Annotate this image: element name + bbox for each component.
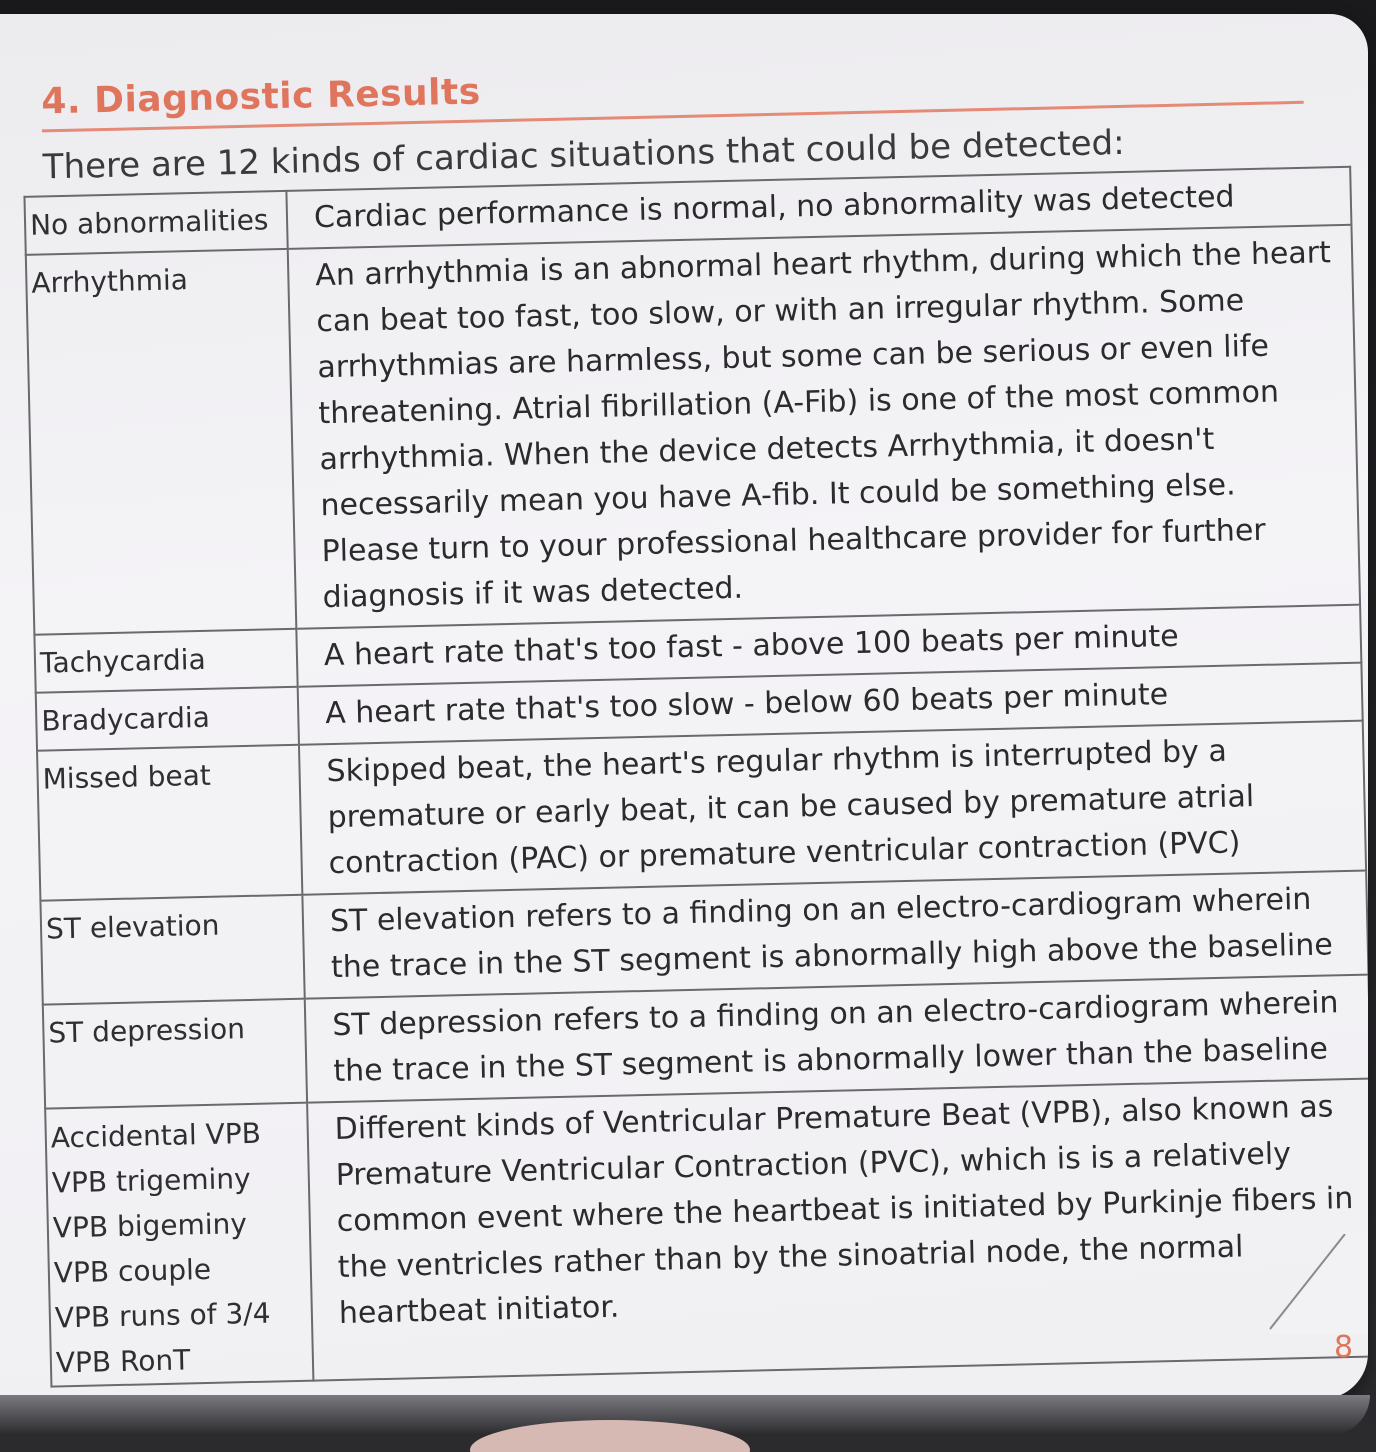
term-cell: ST depression	[43, 999, 307, 1109]
vpb-term: VPB bigeminy	[52, 1207, 248, 1245]
vpb-terms-cell	[45, 1103, 313, 1387]
description-cell: ST elevation refers to a finding on an electro-cardiogram wherein the trace in the ST segment is abnormally high above the baseline	[302, 871, 1368, 999]
section-title: 4. Diagnostic Results	[40, 71, 482, 123]
page-corner-fold	[1250, 1234, 1368, 1334]
vpb-term: VPB runs of 3/4	[54, 1296, 271, 1335]
term-cell: Arrhythmia	[26, 249, 297, 635]
vpb-description-cell: Different kinds of Ventricular Premature Beat (VPB), also known as Premature Ventricular Contraction (PVC), which is is a relatively common event where the heartbeat is initiated by Purkinje fibers in the ventricles rather than by the sinoatrial node, the normal heartbeat initiator.	[307, 1079, 1368, 1381]
diagnostic-table	[23, 166, 1368, 1388]
term-cell: ST elevation	[40, 895, 304, 1005]
table-row-vpb	[45, 1079, 1368, 1387]
table-row	[37, 721, 1366, 901]
description-cell: An arrhythmia is an abnormal heart rhythm, during which the heart can beat too fast, too slow, or with an irregular rhythm. Some arrhythmias are harmless, but some can be serious or even life threatening. Atrial fibrillation (A-Fib) is one of the most common arrhythmia. When the device detects Arrhythmia, it doesn't necessarily mean you have A-fib. It could be something else. Please turn to your professional healthcare provider for further diagnosis if it was detected.	[288, 225, 1360, 629]
term-cell: No abnormalities	[24, 191, 287, 255]
description-cell: Cardiac performance is normal, no abnormality was detected	[286, 167, 1351, 249]
vpb-term: VPB trigeminy	[51, 1161, 251, 1200]
vpb-term: VPB couple	[53, 1252, 212, 1290]
description-cell: A heart rate that's too slow - below 60 beats per minute	[298, 663, 1363, 745]
manual-page	[0, 14, 1368, 1399]
table-row	[26, 225, 1360, 635]
term-cell: Missed beat	[37, 745, 302, 901]
term-cell: Tachycardia	[34, 629, 297, 693]
vpb-term: Accidental VPB	[50, 1116, 262, 1155]
page-number: 8	[1334, 1330, 1354, 1365]
description-cell: ST depression refers to a finding on an electro-cardiogram wherein the trace in the ST segment is abnormally lower than the baseline	[305, 975, 1368, 1103]
description-cell: A heart rate that's too fast - above 100 beats per minute	[296, 605, 1361, 687]
term-cell: Bradycardia	[36, 687, 299, 751]
description-cell: Skipped beat, the heart's regular rhythm is interrupted by a premature or early beat, it can be caused by premature atrial contraction (PAC) or premature ventricular contraction (PVC)	[299, 721, 1366, 895]
intro-text: There are 12 kinds of cardiac situations that could be detected:	[42, 122, 1125, 188]
vpb-term: VPB RonT	[55, 1343, 191, 1380]
page-content	[16, 14, 1356, 1380]
